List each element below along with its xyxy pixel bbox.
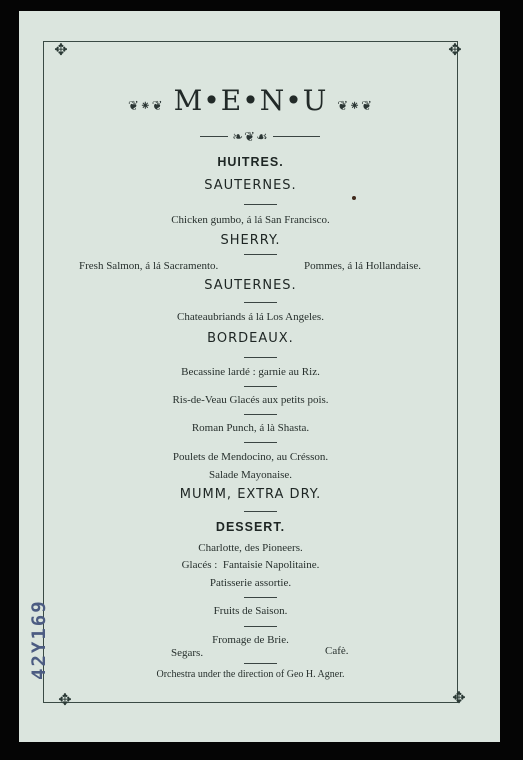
corner-ornament-icon: ✥ bbox=[58, 692, 72, 709]
dish-salad: Salade Mayonaise. bbox=[208, 469, 293, 481]
accession-number: 42Y169 bbox=[28, 599, 50, 681]
dessert-glaces-text: Fantaisie Napolitaine. bbox=[222, 559, 320, 571]
dish-fruits: Fruits de Saison. bbox=[213, 605, 288, 617]
divider bbox=[244, 597, 277, 598]
menu-title-text: M•E•N•U bbox=[173, 84, 328, 117]
divider bbox=[244, 357, 277, 358]
dish-sweetbreads: Ris-de-Veau Glacés aux petits pois. bbox=[172, 394, 329, 406]
dish-punch: Roman Punch, á là Shasta. bbox=[191, 422, 310, 434]
course-dessert: DESSERT. bbox=[215, 520, 286, 534]
orchestra-credit: Orchestra under the direction of Geo H. Agner. bbox=[156, 669, 345, 680]
dish-soup: Chicken gumbo, á lá San Francisco. bbox=[171, 214, 330, 226]
item-segars: Segars. bbox=[171, 647, 204, 659]
wine-bordeaux: BORDEAUX. bbox=[207, 331, 294, 346]
wine-sauternes-2: SAUTERNES. bbox=[204, 278, 297, 293]
paper-spot bbox=[352, 196, 356, 200]
title-ornament-right-icon: ❦⁕❦ bbox=[337, 99, 373, 114]
divider bbox=[244, 663, 277, 664]
dessert-patisserie: Patisserie assortie. bbox=[209, 577, 292, 589]
dish-fish: Fresh Salmon, á lá Sacramento. bbox=[79, 260, 219, 272]
divider bbox=[244, 386, 277, 387]
dish-roast: Poulets de Mendocino, au Crésson. bbox=[172, 451, 329, 463]
corner-ornament-icon: ✥ bbox=[448, 42, 462, 59]
corner-ornament-icon: ✥ bbox=[54, 42, 68, 59]
wine-sauternes: SAUTERNES. bbox=[204, 178, 297, 193]
dessert-charlotte: Charlotte, des Pioneers. bbox=[198, 542, 303, 554]
title-ornament-left-icon: ❦⁕❦ bbox=[128, 99, 164, 114]
menu-title bbox=[43, 84, 458, 117]
dessert-glaces bbox=[43, 559, 458, 571]
divider bbox=[244, 254, 277, 255]
dish-fish-side: Pommes, á lá Hollandaise. bbox=[304, 260, 422, 272]
divider bbox=[244, 414, 277, 415]
dessert-glaces-label: Glacés : bbox=[181, 559, 218, 571]
dish-game: Becassine lardé : garnie au Riz. bbox=[181, 366, 320, 378]
divider bbox=[244, 302, 277, 303]
divider bbox=[244, 204, 277, 205]
corner-ornament-icon: ✥ bbox=[452, 690, 466, 707]
divider bbox=[244, 626, 277, 627]
divider bbox=[244, 442, 277, 443]
wine-mumm: MUMM, EXTRA DRY. bbox=[179, 487, 322, 502]
item-cafe: Cafè. bbox=[325, 645, 349, 657]
dish-entree: Chateaubriands á lá Los Angeles. bbox=[177, 311, 324, 323]
wine-sherry: SHERRY. bbox=[220, 233, 281, 248]
course-huitres: HUITRES. bbox=[217, 155, 284, 169]
divider bbox=[244, 511, 277, 512]
subtitle-ornament-icon: ❧❦☙ bbox=[43, 129, 458, 145]
dish-cheese: Fromage de Brie. bbox=[212, 634, 289, 646]
